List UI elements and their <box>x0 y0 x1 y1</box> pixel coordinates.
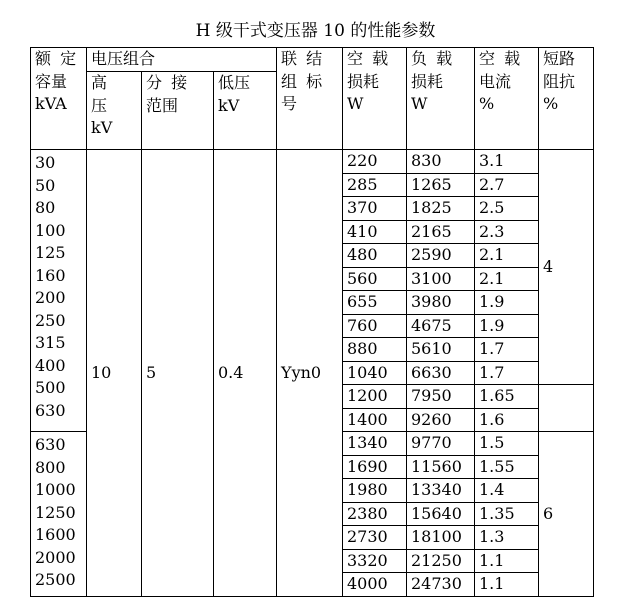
load-loss-cell: 2165 <box>407 220 475 244</box>
no-load-loss-cell: 1040 <box>343 361 407 385</box>
load-loss-cell: 6630 <box>407 361 475 385</box>
no-load-current-cell: 2.1 <box>475 244 539 268</box>
header-line: % <box>543 94 559 113</box>
capacity-value: 1250 <box>35 502 76 522</box>
load-loss-cell: 5610 <box>407 338 475 362</box>
no-load-current-cell: 1.1 <box>475 549 539 573</box>
header-line: 损耗 <box>411 71 444 91</box>
no-load-current-cell: 2.7 <box>475 173 539 197</box>
header-tap-range <box>142 72 214 150</box>
header-line: kV <box>218 95 240 115</box>
capacity-cell <box>31 150 87 432</box>
no-load-loss-cell: 410 <box>343 220 407 244</box>
header-line: 范围 <box>146 95 179 115</box>
no-load-loss-cell: 2380 <box>343 502 407 526</box>
header-line: 短路 <box>543 49 576 68</box>
header-line: 负 载 <box>411 49 455 68</box>
no-load-current-cell: 1.55 <box>475 455 539 479</box>
load-loss-cell: 9260 <box>407 408 475 432</box>
performance-table <box>30 47 594 597</box>
page-title: H 级干式变压器 10 的性能参数 <box>195 21 436 41</box>
no-load-current-cell: 2.1 <box>475 267 539 291</box>
header-lv <box>214 72 277 150</box>
load-loss-cell: 7950 <box>407 385 475 409</box>
header-load-loss <box>407 48 475 150</box>
capacity-value: 315 <box>35 333 66 352</box>
header-line: 分 接 <box>146 73 190 92</box>
no-load-loss-cell: 560 <box>343 267 407 291</box>
header-line: kV <box>91 118 113 137</box>
impedance-cell: 4 <box>539 150 594 385</box>
header-line: W <box>411 94 428 113</box>
load-loss-cell: 1825 <box>407 197 475 221</box>
header-line: 阻抗 <box>543 71 576 91</box>
no-load-current-cell: 1.4 <box>475 479 539 503</box>
header-line: 额 定 <box>35 49 79 68</box>
common-lv: 0.4 <box>214 150 277 597</box>
header-hv <box>87 72 142 150</box>
no-load-current-cell: 1.65 <box>475 385 539 409</box>
load-loss-cell: 21250 <box>407 549 475 573</box>
no-load-loss-cell: 1690 <box>343 455 407 479</box>
capacity-value: 1600 <box>35 525 76 544</box>
no-load-current-cell: 1.1 <box>475 573 539 597</box>
header-line: 空 载 <box>347 49 391 68</box>
capacity-value: 2000 <box>35 547 76 567</box>
header-line: 损耗 <box>347 71 380 91</box>
common-connection: Yyn0 <box>277 150 343 597</box>
no-load-loss-cell: 3320 <box>343 549 407 573</box>
capacity-value: 50 <box>35 175 56 195</box>
load-loss-cell: 11560 <box>407 455 475 479</box>
no-load-current-cell: 1.9 <box>475 314 539 338</box>
load-loss-cell: 1265 <box>407 173 475 197</box>
header-voltage-group: 电压组合 <box>87 48 277 72</box>
no-load-current-cell: 2.3 <box>475 220 539 244</box>
no-load-current-cell: 1.35 <box>475 502 539 526</box>
load-loss-cell: 3100 <box>407 267 475 291</box>
load-loss-cell: 24730 <box>407 573 475 597</box>
no-load-loss-cell: 480 <box>343 244 407 268</box>
capacity-value: 100 <box>35 220 66 240</box>
header-line: W <box>347 94 364 113</box>
header-line: 低压 <box>218 73 251 92</box>
common-hv: 10 <box>87 150 142 597</box>
impedance-cell-empty <box>539 385 594 432</box>
no-load-loss-cell: 370 <box>343 197 407 221</box>
capacity-value: 630 <box>35 435 66 454</box>
no-load-loss-cell: 2730 <box>343 526 407 550</box>
header-rated-capacity <box>31 48 87 150</box>
no-load-loss-cell: 760 <box>343 314 407 338</box>
capacity-value: 1000 <box>35 480 76 499</box>
no-load-current-cell: 3.1 <box>475 150 539 174</box>
no-load-loss-cell: 1400 <box>343 408 407 432</box>
load-loss-cell: 2590 <box>407 244 475 268</box>
capacity-value: 500 <box>35 378 66 397</box>
no-load-current-cell: 1.5 <box>475 432 539 456</box>
no-load-current-cell: 1.6 <box>475 408 539 432</box>
no-load-current-cell: 1.9 <box>475 291 539 315</box>
capacity-cell <box>31 432 87 597</box>
capacity-value: 630 <box>35 400 66 420</box>
table-row <box>31 150 594 174</box>
header-no-load-current <box>475 48 539 150</box>
header-short-circuit-impedance <box>539 48 594 150</box>
header-line: 压 <box>91 95 108 115</box>
capacity-value: 125 <box>35 243 66 262</box>
capacity-value: 80 <box>35 198 56 217</box>
no-load-current-cell: 1.7 <box>475 338 539 362</box>
no-load-loss-cell: 285 <box>343 173 407 197</box>
capacity-value: 2500 <box>35 570 76 589</box>
header-line: kVA <box>35 94 67 113</box>
no-load-loss-cell: 4000 <box>343 573 407 597</box>
no-load-current-cell: 1.3 <box>475 526 539 550</box>
no-load-loss-cell: 220 <box>343 150 407 174</box>
load-loss-cell: 15640 <box>407 502 475 526</box>
no-load-loss-cell: 1340 <box>343 432 407 456</box>
capacity-value: 800 <box>35 457 66 477</box>
load-loss-cell: 18100 <box>407 526 475 550</box>
no-load-loss-cell: 655 <box>343 291 407 315</box>
impedance-cell: 6 <box>539 432 594 597</box>
load-loss-cell: 13340 <box>407 479 475 503</box>
no-load-loss-cell: 1980 <box>343 479 407 503</box>
load-loss-cell: 4675 <box>407 314 475 338</box>
header-line: 电流 <box>479 71 512 91</box>
load-loss-cell: 9770 <box>407 432 475 456</box>
capacity-value: 160 <box>35 265 66 285</box>
header-line: 组 标 <box>281 71 325 91</box>
header-line: 空 载 <box>479 49 523 68</box>
no-load-current-cell: 2.5 <box>475 197 539 221</box>
header-line: 容量 <box>35 71 68 91</box>
capacity-value: 250 <box>35 310 66 330</box>
no-load-loss-cell: 880 <box>343 338 407 362</box>
capacity-value: 200 <box>35 288 66 307</box>
header-line: 联 结 <box>281 49 325 68</box>
common-tap: 5 <box>142 150 214 597</box>
load-loss-cell: 3980 <box>407 291 475 315</box>
load-loss-cell: 830 <box>407 150 475 174</box>
header-line: 高 <box>91 73 108 92</box>
header-line: % <box>479 94 495 113</box>
header-line: 号 <box>281 94 298 113</box>
header-connection <box>277 48 343 150</box>
capacity-value: 400 <box>35 355 66 375</box>
header-no-load-loss <box>343 48 407 150</box>
capacity-value: 30 <box>35 153 56 172</box>
no-load-current-cell: 1.7 <box>475 361 539 385</box>
no-load-loss-cell: 1200 <box>343 385 407 409</box>
